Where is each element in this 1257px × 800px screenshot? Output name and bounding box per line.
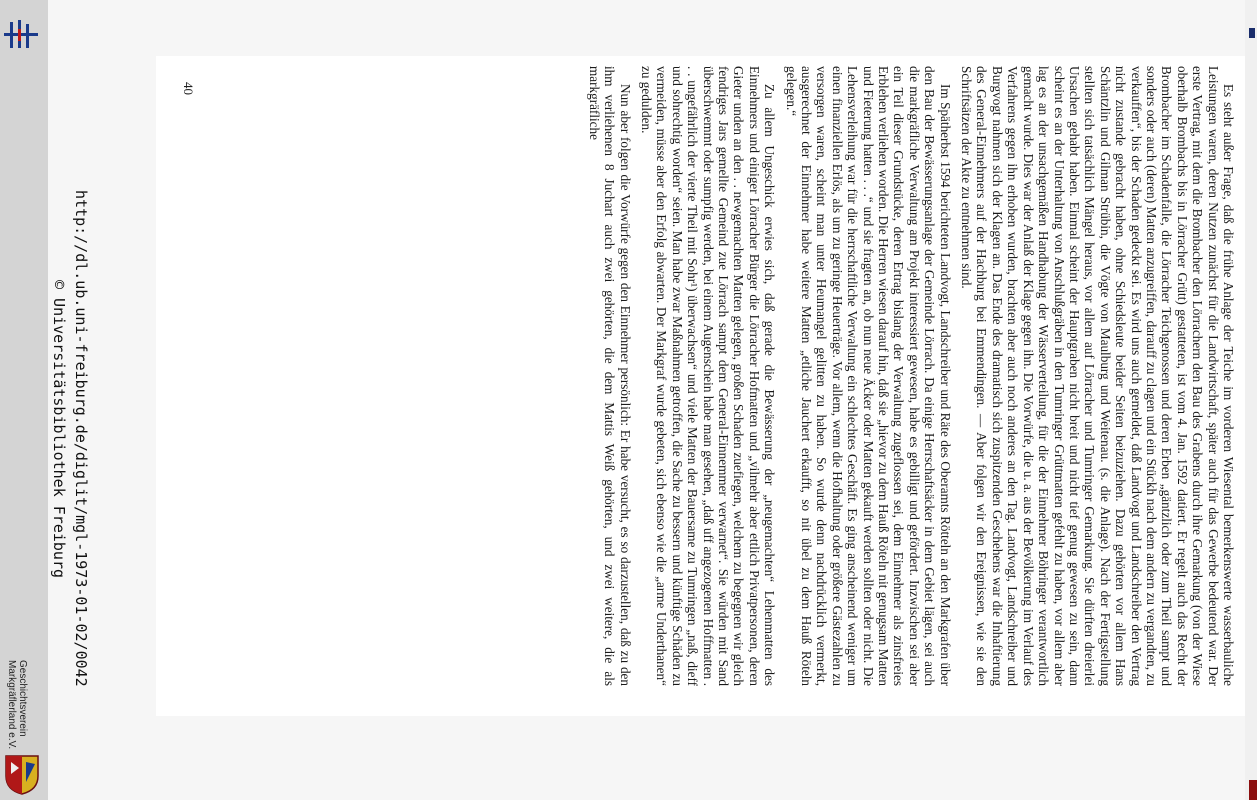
sponsor-line-2: Markgräflerland e.V.	[6, 660, 17, 750]
viewer-url-bar	[48, 0, 92, 800]
paragraph-3: Zu allem Ungeschick erwies sich, daß gerade die Bewässerung der „neugemachten“ Lehenmatten des Einnehmers und einiger Lörracher Bürger die Lörracher Hofmatten und „vilmehr aber ettlich Privatpersonen, deren Gieter unden an den . . newgemachten Matten gelegen, großen Schaden zuefiegen, welchem zu begegnen wir gleich fendriges Jars gemellte Gemeind zue Lörrach sampt dem General-Einnemmer verwarnet“. Sie würden mit Sand überschwemmt oder sumpfig werden, bei einem Augenschein habe man gesehen, „daß uff angezogenen Hoffmatten . . . ungefährlich der vierte Theil mit Sohr¹) überwachsen“ und viele Matten der Bauersame zu Tumringen „naß, dieff und sohrechtig worden“ seien. Man habe zwar Maßnahmen getroffen, die Sache zu bessern und künftige Schäden zu vermeiden, müsse aber den Erfolg abwarten. Der Markgraf wurde gebeten, sich ebenso wie die „arme Underthanen“ zu gedulden.	[638, 66, 778, 686]
sponsor-block	[0, 0, 48, 800]
page-text-block	[570, 56, 1246, 696]
copyright-notice: © Universitätsbibliothek Freiburg	[50, 280, 68, 579]
edge-crest-fragment-icon	[1249, 780, 1257, 800]
sponsor-line-1: Geschichtsverein	[17, 660, 28, 737]
scanned-page	[156, 56, 1246, 716]
bookmark-marker-icon	[1249, 28, 1255, 38]
paragraph-1: Es steht außer Frage, daß die frühe Anlage der Teiche im vorderen Wiesental bemerkenswerte wasserbauliche Leistungen waren, deren Nutzen zunächst für die Landwirtschaft, später auch für das Gewerbe bedeutend war. Der erste Vertrag, mit dem die Brombacher den Lörrachern den Bau des Grabens durch ihre Gemarkung (von der Wiese oberhalb Brombachs bis in Lörracher Grütt) gestatteten, ist vom 4. Jan. 1592 datiert. Er regelt auch das Recht der Brombacher im Schadenfalle, die Lörracher Teichgenossen und deren Erben „gäntzlich oder zum Theil sampt und sonders oder auch (deren) Matten anzugreiffen, darauff zu clagen und ein Stückh nach dem andern zu vergandten, zu verkauffen“, bis der Schaden gedeckt sei. Es wird uns auch gemeldet, daß Landvogt und Landschreiber den Vertrag nicht zustande gebracht haben, ohne Schiedsleute beider Seiten beizuziehen. Dazu gehörten vor allem Hans Schäntzlin und Gilman Strübin, die Vögte von Maulburg und Weitenau. (s. die Anlage). Nach der Fertigstellung stellten sich tatsächlich Mängel heraus, vor allem auf Lörracher und Tumringer Gemarkung. Sie dürften dreierlei Ursachen gehabt haben. Einmal scheint der Hauptgraben nicht breit und nicht tief genug gewesen zu sein, dann scheint es an der Unterhaltung von Anschlußgräben in den Tumringer Grüttmatten gefehlt zu haben, vor allem aber lag es an der unsachgemäßen Handhabung der Wässerverteilung, für die der Einnehmer Böhringer verantwortlich gemacht wurde. Dies war der Anlaß der Klage gegen ihn. Die Vorwürfe, die u. a. aus der Bevölkerung im Verlauf des Verfahrens gegen ihn erhoben wurden, brachten aber auch noch anderes an den Tag. Landvogt, Landschreiber und Burgvogt nahmen sich der Klagen an. Das Ende des dramatisch sich zuspitzenden Geschehens war die Inhaftierung des General-Einnehmers auf der Hachburg bei Emmendingen. — Aber folgen wir den Ereignissen, wie sie den Schriftsätzen der Akte zu entnehmen sind.	[959, 66, 1236, 686]
permalink-url[interactable]: http://dl.ub.uni-freiburg.de/diglit/mgl-1973-01-02/0042	[72, 190, 90, 687]
paragraph-2: Im Spätherbst 1594 berichteten Landvogt, Landschreiber und Räte des Oberamts Rötteln an den Markgrafen über den Bau der Bewässerungsanlage der Gemeinde Lörrach. Da einige Herrschaftsäcker in dem Gebiet lägen, sei auch die markgräfliche Verwaltung am Projekt interessiert gewesen, habe es gebilligt und gefördert. Inzwischen sei aber ein Teil dieser Grundstücke, deren Ertrag bislang der Verwaltung zugeflossen sei, dem Einnehmer als zinsfreies Erblehen verliehen worden. Die Herren wiesen darauf hin, daß sie „hievor zu dem Hauß Röteln nit genugsam Matten und Fieterung hatten . . .“ und sie fragten an, ob nun neue Äcker oder Matten gekauft werden sollten oder nicht. Die Lehensverleihung war für die herrschaftliche Verwaltung ein schlechtes Geschäft. Es ging anscheinend weniger um einen finanziellen Erlös, als um zu geringe Heuerträge. Vor allem, wenn die Hofhaltung oder größere Gästezahlen zu versorgen waren, scheint man unter Heumangel gelitten zu haben. So wurde denn nachdrücklich vermerkt, ausgerechnet der Einnehmer habe weitere Matten „etliche Jauchert erkaufft, so nit übel zu dem Hauß Röteln gelegen.“	[783, 66, 953, 686]
page-number: 40	[181, 82, 196, 95]
page-content-rotated	[156, 56, 1246, 716]
coat-of-arms-icon	[2, 752, 42, 796]
viewer-right-edge	[1245, 0, 1257, 800]
paragraph-4: Nun aber folgen die Vorwürfe gegen den Einnehmer persönlich: Er habe versucht, es so darzustellen, daß zu den ihm verliehenen 8 Juchart auch zwei gehörten, die dem Mattis Weiß gehörten, und zwei weitere, die als markgräfliche	[586, 66, 633, 686]
